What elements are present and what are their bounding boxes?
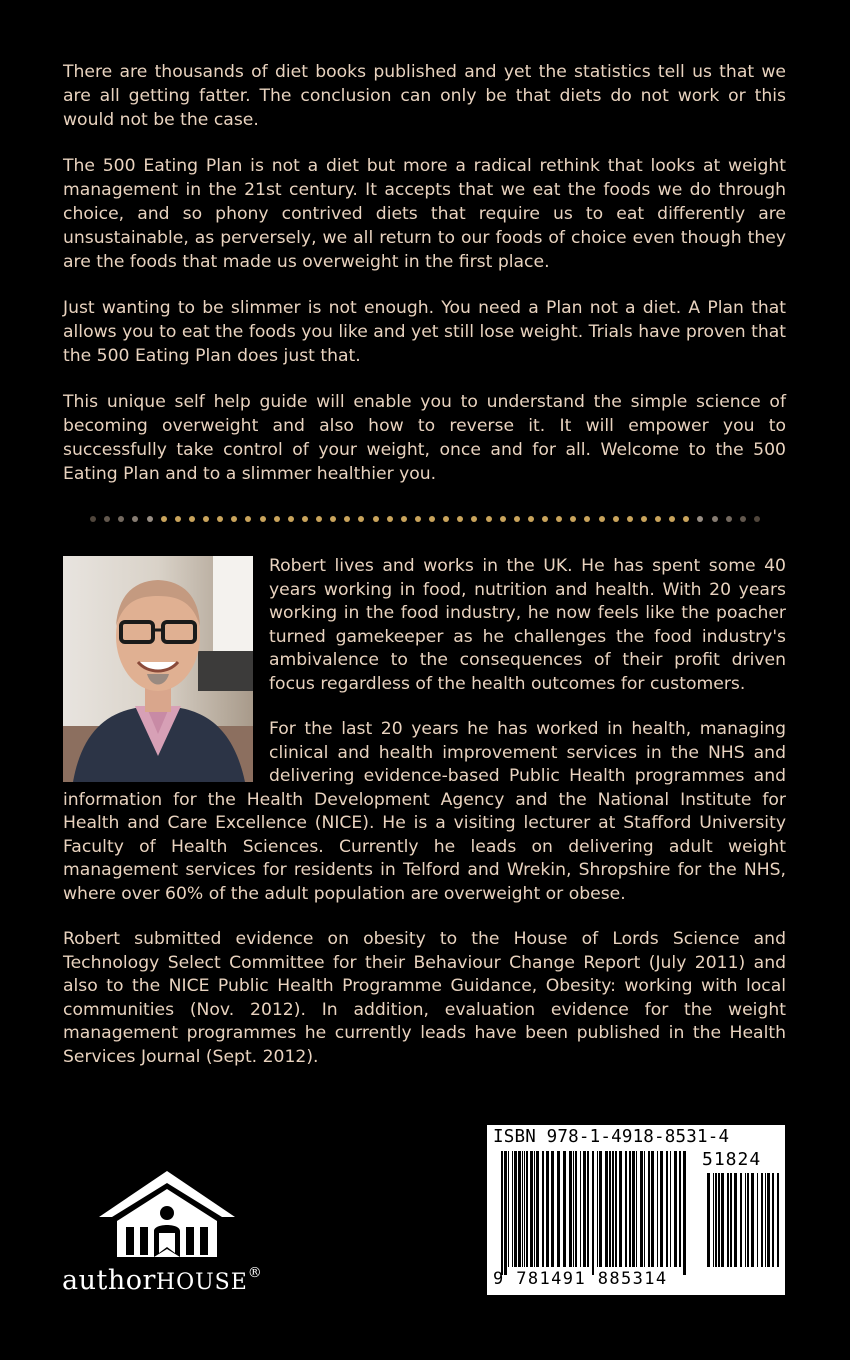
- divider-dot: [627, 516, 633, 522]
- barcode-bar: [522, 1151, 523, 1267]
- barcode-bar: [625, 1151, 627, 1267]
- divider-dot: [231, 516, 237, 522]
- barcode-bar: [587, 1151, 589, 1267]
- divider-dot: [161, 516, 167, 522]
- divider-dot: [443, 516, 449, 522]
- blurb-paragraph-4: This unique self help guide will enable you to understand the simple science of becoming overweight and also how to reverse it. It will empower you to successfully take control of your weight, once and for all. Welcome to the 500 Eating Plan and to a slimmer healthier you.: [63, 392, 786, 484]
- divider-dot: [330, 516, 336, 522]
- divider-dot: [486, 516, 492, 522]
- divider-dot: [655, 516, 661, 522]
- publisher-name-caps: HOUSE: [155, 1270, 248, 1295]
- blurb-paragraph-2: The 500 Eating Plan is not a diet but more a radical rethink that looks at weight management in the 21st century. It accepts that we eat the foods we do through choice, and so phony contrived diets that require us to eat differently are unsustainable, as perversely, we all return to our foods of choice even though they are the foods that made us overweight in the first place.: [63, 156, 786, 272]
- divider-dot: [584, 516, 590, 522]
- divider-dot: [217, 516, 223, 522]
- barcode-bar: [597, 1151, 598, 1267]
- barcode-bar: [575, 1151, 577, 1267]
- barcode-bar: [648, 1151, 650, 1267]
- divider-dot: [697, 516, 703, 522]
- barcode-bar: [679, 1151, 681, 1267]
- barcode-bar: [512, 1151, 513, 1267]
- divider-dot: [669, 516, 675, 522]
- barcode-bar: [619, 1151, 622, 1267]
- barcode-bar: [605, 1151, 608, 1267]
- barcode-bar: [501, 1151, 503, 1275]
- divider-dot: [288, 516, 294, 522]
- barcode-bar: [542, 1151, 544, 1267]
- divider-dot: [528, 516, 534, 522]
- publisher-logo: [62, 1165, 267, 1305]
- barcode-bar: [612, 1151, 614, 1267]
- barcode-bar: [721, 1173, 724, 1267]
- barcode-bar: [747, 1173, 749, 1267]
- barcode-bar: [629, 1151, 631, 1267]
- divider-dot: [514, 516, 520, 522]
- barcode-bar: [740, 1173, 742, 1267]
- barcode-bar: [573, 1151, 574, 1267]
- barcode-bar: [546, 1151, 549, 1267]
- barcode-bar: [772, 1173, 774, 1267]
- dotted-divider: [90, 515, 760, 523]
- barcode-bar: [683, 1151, 686, 1275]
- barcode-bar: [599, 1151, 602, 1267]
- divider-dot: [344, 516, 350, 522]
- registered-mark: ®: [247, 1265, 263, 1281]
- barcode-bar: [536, 1151, 539, 1267]
- publisher-wordmark: [62, 1265, 267, 1296]
- divider-dot: [90, 516, 96, 522]
- divider-dot: [570, 516, 576, 522]
- barcode-bar: [640, 1151, 643, 1267]
- barcode-bar: [777, 1173, 779, 1267]
- blurb-section: [63, 60, 786, 486]
- barcode-bar: [657, 1151, 658, 1267]
- divider-dot: [712, 516, 718, 522]
- divider-dot: [274, 516, 280, 522]
- divider-dot: [302, 516, 308, 522]
- barcode-bar: [730, 1173, 732, 1267]
- divider-dot: [175, 516, 181, 522]
- divider-dot: [245, 516, 251, 522]
- barcode-bar: [651, 1151, 654, 1267]
- divider-dot: [203, 516, 209, 522]
- barcode-bar: [508, 1151, 509, 1267]
- divider-dot: [641, 516, 647, 522]
- divider-dot: [316, 516, 322, 522]
- author-bio-section: [63, 555, 786, 1091]
- divider-dot: [429, 516, 435, 522]
- divider-dot: [683, 516, 689, 522]
- divider-dot: [740, 516, 746, 522]
- blurb-paragraph-3: Just wanting to be slimmer is not enough. You need a Plan not a diet. A Plan that allows you to eat the foods you like and yet still lose weight. Trials have proven that the 500 Eating Plan does just that.: [63, 298, 786, 366]
- divider-dot: [118, 516, 124, 522]
- divider-dot: [556, 516, 562, 522]
- barcode-bar: [583, 1151, 586, 1267]
- barcode-bar: [713, 1173, 714, 1267]
- barcode-bar: [745, 1173, 746, 1267]
- barcode-bar: [504, 1151, 507, 1275]
- divider-dot: [542, 516, 548, 522]
- publisher-name-lower: author: [62, 1265, 156, 1296]
- barcode-bar: [727, 1173, 729, 1267]
- barcode-bar: [514, 1151, 517, 1267]
- divider-dot: [415, 516, 421, 522]
- divider-dot: [387, 516, 393, 522]
- isbn-text: ISBN 978-1-4918-8531-4: [493, 1127, 730, 1147]
- isbn-barcode: [487, 1125, 785, 1295]
- barcode-bar: [718, 1173, 720, 1267]
- barcode-bar: [534, 1151, 535, 1267]
- bio-paragraph-2: For the last 20 years he has worked in health, managing clinical and health improvement services in the NHS and delivering evidence-based Public Health programmes and information for the Health Development Agency and the National Institute for Health and Care Excellence (NICE). He is a visiting lecturer at Stafford University Faculty of Health Sciences. Currently he leads on delivering adult weight management services for residents in Telford and Wrekin, Shropshire for the NHS, where over 60% of the adult population are overweight or obese.: [63, 719, 786, 904]
- barcode-bar: [569, 1151, 572, 1267]
- divider-dot: [726, 516, 732, 522]
- divider-dot: [147, 516, 153, 522]
- barcode-bar: [734, 1173, 737, 1267]
- barcode-bar: [551, 1151, 554, 1267]
- barcode-bar: [632, 1151, 635, 1267]
- divider-dot: [500, 516, 506, 522]
- price-code: 51824: [702, 1149, 762, 1170]
- barcode-bar: [615, 1151, 617, 1267]
- divider-dot: [132, 516, 138, 522]
- barcode-bar: [660, 1151, 663, 1267]
- divider-dot: [358, 516, 364, 522]
- blurb-paragraph-1: There are thousands of diet books published and yet the statistics tell us that we are all getting fatter. The conclusion can only be that diets do not work or this would not be the case.: [63, 62, 786, 130]
- barcode-bar: [526, 1151, 528, 1267]
- barcode-bar: [765, 1173, 766, 1267]
- barcode-bar: [524, 1151, 525, 1267]
- divider-dot: [471, 516, 477, 522]
- divider-dot: [599, 516, 605, 522]
- barcode-bar: [674, 1151, 677, 1267]
- barcode-bar: [563, 1151, 566, 1267]
- barcode-bar: [636, 1151, 637, 1267]
- barcode-bar: [761, 1173, 763, 1267]
- divider-dot: [457, 516, 463, 522]
- divider-dot: [260, 516, 266, 522]
- barcode-bar: [707, 1173, 710, 1267]
- barcode-bar: [557, 1151, 560, 1267]
- publisher-house-icon: [62, 1165, 267, 1265]
- barcode-bar: [609, 1151, 611, 1267]
- barcode-bar: [592, 1151, 594, 1275]
- barcode-bar: [518, 1151, 521, 1267]
- bio-paragraph-1: Robert lives and works in the UK. He has spent some 40 years working in food, nutrition and health. With 20 years working in the food industry, he now feels like the poacher turned gamekeeper as he challenges the food industry's ambivalence to the consequences of their profit driven focus regardless of the health outcomes for customers.: [269, 556, 786, 694]
- divider-dot: [373, 516, 379, 522]
- ean-digits: 9 781491 885314: [493, 1269, 668, 1289]
- barcode-bar: [670, 1151, 671, 1267]
- divider-dot: [104, 516, 110, 522]
- divider-dot: [613, 516, 619, 522]
- divider-dot: [754, 516, 760, 522]
- barcode-bar: [666, 1151, 668, 1267]
- barcode-bar: [757, 1173, 758, 1267]
- divider-dot: [401, 516, 407, 522]
- divider-dot: [189, 516, 195, 522]
- barcode-bar: [767, 1173, 770, 1267]
- barcode-bar: [580, 1151, 581, 1267]
- barcode-bar: [644, 1151, 645, 1267]
- barcode-bar: [751, 1173, 754, 1267]
- bio-paragraph-3: Robert submitted evidence on obesity to the House of Lords Science and Technology Select Committee for their Behaviour Change Report (July 2011) and also to the NICE Public Health Programme Guidance, Obesity: working with local communities (Nov. 2012). In addition, evaluation evidence for the weight management programmes he currently leads have been published in the Health Services Journal (Sept. 2012).: [63, 929, 786, 1067]
- barcode-bar: [715, 1173, 717, 1267]
- barcode-bar: [530, 1151, 533, 1267]
- photo-spacer: [63, 555, 269, 783]
